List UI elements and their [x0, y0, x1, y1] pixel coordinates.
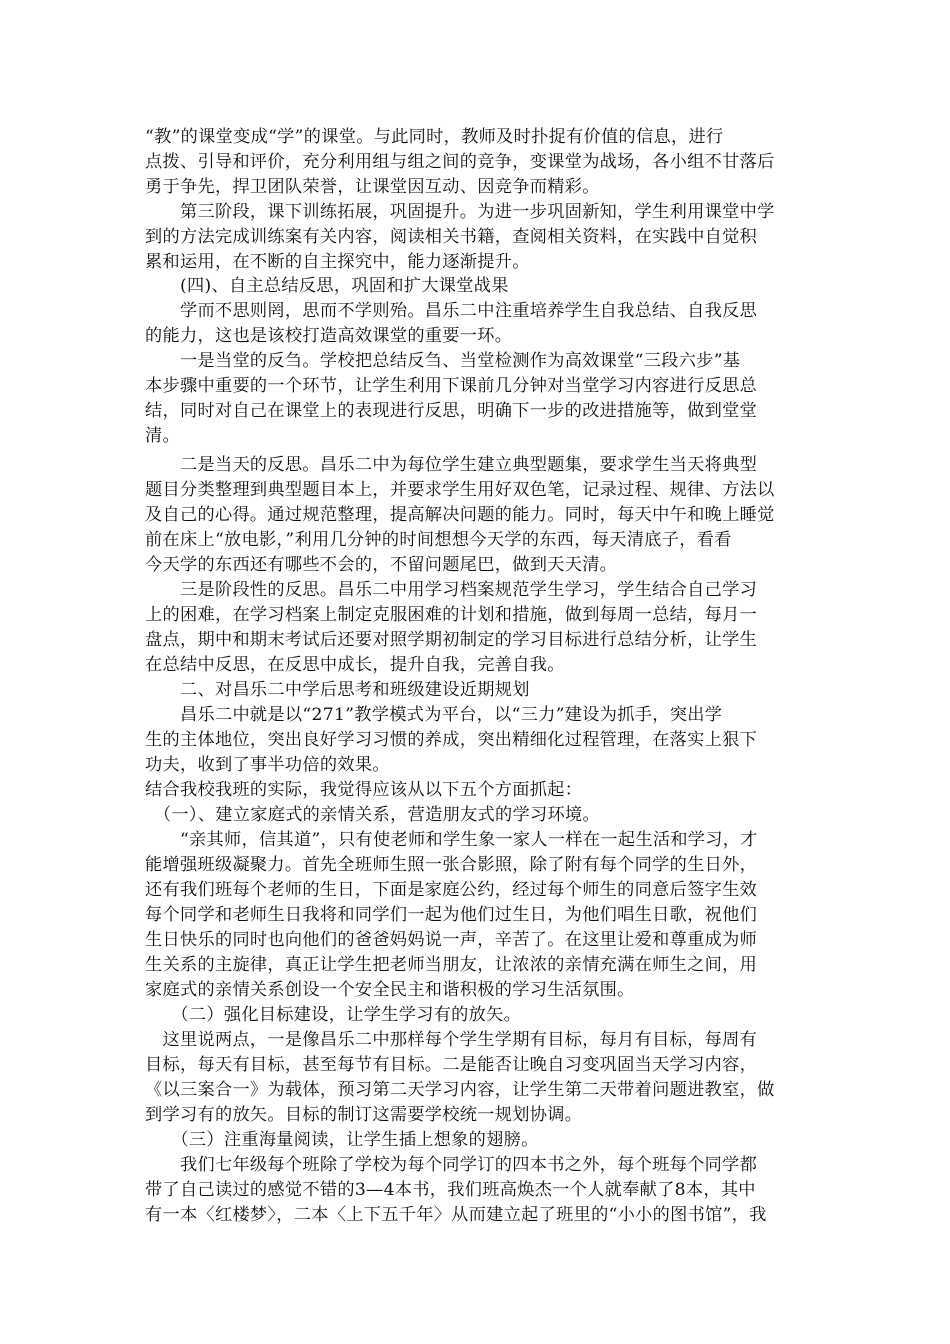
text-line: 功夫，收到了事半功倍的效果。: [145, 755, 390, 775]
text-line: 学而不思则罔，思而不学则殆。昌乐二中注重培养学生自我总结、自我反思: [145, 301, 758, 321]
text-line: 带了自己读过的感觉不错的3—4本书，我们班高焕杰一个人就奉献了8本，其中: [145, 1180, 756, 1200]
text-line: 能增强班级凝聚力。首先全班师生照一张合影照，除了附有每个同学的生日外，: [145, 855, 758, 875]
text-line: 《以三案合一》为载体，预习第二天学习内容，让学生第二天带着问题进教室，做: [145, 1080, 775, 1100]
text-line: 的能力，这也是该校打造高效课堂的重要一环。: [145, 326, 513, 346]
text-line: 目标，每天有目标，甚至每节有目标。二是能否让晚自习变巩固当天学习内容，: [145, 1055, 758, 1075]
text-line: 清。: [145, 426, 180, 446]
text-line: “亲其师，信其道”，只有使老师和学生象一家人一样在一起生活和学习，才: [145, 830, 758, 850]
section-heading: （二）强化目标建设，让学生学习有的放矢。: [145, 1005, 522, 1025]
text-line: 每个同学和老师生日我将和同学们一起为他们过生日，为他们唱生日歌，祝他们: [145, 905, 758, 925]
text-line: 本步骤中重要的一个环节，让学生利用下课前几分钟对当堂学习内容进行反思总: [145, 376, 758, 396]
text-line: 昌乐二中就是以“271”教学模式为平台，以“三力”建设为抓手，突出学: [145, 705, 723, 725]
section-heading: （一）、建立家庭式的亲情关系，营造朋友式的学习环境。: [145, 805, 600, 825]
text-line: 我们七年级每个班除了学校为每个同学订的四本书之外，每个班每个同学都: [145, 1155, 758, 1175]
text-line: 有一本〈红楼梦〉，二本〈上下五千年〉从而建立起了班里的“小小的图书馆”，我: [145, 1205, 767, 1225]
text-line: “教”的课堂变成“学”的课堂。与此同时，教师及时扑捉有价值的信息，进行: [145, 127, 724, 147]
text-line: 还有我们班每个老师的生日，下面是家庭公约，经过每个师生的同意后签字生效: [145, 880, 758, 900]
text-line: 题目分类整理到典型题目本上，并要求学生用好双色笔，记录过程、规律、方法以: [145, 480, 775, 500]
text-line: 上的困难，在学习档案上制定克服困难的计划和措施，做到每周一总结，每月一: [145, 605, 758, 625]
section-heading: (四)、自主总结反思，巩固和扩大课堂战果: [145, 276, 509, 296]
text-line: 前在床上“放电影，”利用几分钟的时间想想今天学的东西，每天清底子，看看: [145, 530, 732, 550]
text-line: 及自己的心得。通过规范整理，提高解决问题的能力。同时，每天中午和晚上睡觉: [145, 505, 775, 525]
text-line: 一是当堂的反刍。学校把总结反刍、当堂检测作为高效课堂“三段六步”基: [145, 351, 741, 371]
text-line: 生的主体地位，突出良好学习习惯的养成，突出精细化过程管理，在落实上狠下: [145, 730, 758, 750]
text-line: 第三阶段，课下训练拓展，巩固提升。为进一步巩固新知，学生利用课堂中学: [145, 202, 775, 222]
text-line: 今天学的东西还有哪些不会的，不留问题尾巴，做到天天清。: [145, 555, 618, 575]
text-line: 到的方法完成训练案有关内容，阅读相关书籍，查阅相关资料，在实践中自觉积: [145, 227, 758, 247]
text-line: 累和运用，在不断的自主探究中，能力逐渐提升。: [145, 252, 530, 272]
text-line: 三是阶段性的反思。昌乐二中用学习档案规范学生学习，学生结合自己学习: [145, 580, 758, 600]
text-line: 这里说两点，一是像昌乐二中那样每个学生学期有目标，每月有目标，每周有: [145, 1030, 758, 1050]
text-line: 结合我校我班的实际，我觉得应该从以下五个方面抓起：: [145, 780, 583, 800]
text-line: 二是当天的反思。昌乐二中为每位学生建立典型题集，要求学生当天将典型: [145, 455, 758, 475]
text-line: 勇于争先，捍卫团队荣誉，让课堂因互动、因竞争而精彩。: [145, 177, 600, 197]
text-line: 到学习有的放矢。目标的制订这需要学校统一规划协调。: [145, 1105, 583, 1125]
section-heading: （三）注重海量阅读，让学生插上想象的翅膀。: [145, 1130, 539, 1150]
section-heading: 二、对昌乐二中学后思考和班级建设近期规划: [145, 680, 530, 700]
text-line: 在总结中反思，在反思中成长，提升自我，完善自我。: [145, 655, 565, 675]
text-line: 盘点，期中和期末考试后还要对照学期初制定的学习目标进行总结分析，让学生: [145, 630, 758, 650]
text-line: 点拨、引导和评价，充分利用组与组之间的竞争，变课堂为战场，各小组不甘落后: [145, 152, 775, 172]
text-line: 生日快乐的同时也向他们的爸爸妈妈说一声，辛苦了。在这里让爱和尊重成为师: [145, 930, 758, 950]
text-line: 生关系的主旋律，真正让学生把老师当朋友，让浓浓的亲情充满在师生之间，用: [145, 955, 758, 975]
text-line: 家庭式的亲情关系创设一个安全民主和谐积极的学习生活氛围。: [145, 980, 635, 1000]
text-line: 结，同时对自己在课堂上的表现进行反思，明确下一步的改进措施等，做到堂堂: [145, 401, 758, 421]
